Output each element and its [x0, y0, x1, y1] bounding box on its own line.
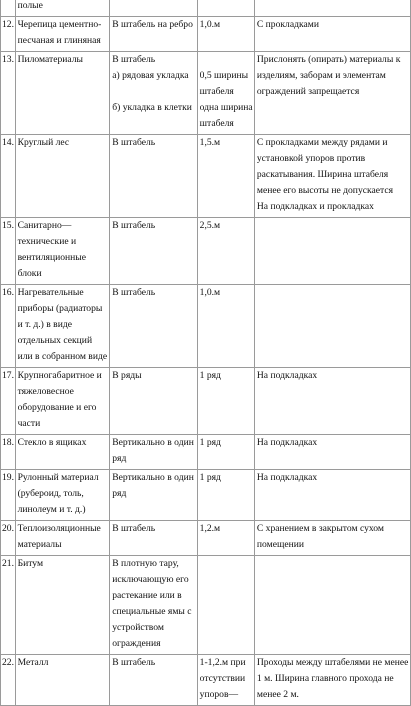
storage-method-cell: [110, 556, 197, 655]
material-name-text: Пиломатериалы: [17, 54, 83, 65]
storage-conditions-cell: [254, 556, 410, 655]
storage-method-cell: [110, 521, 197, 556]
storage-method-cell: [110, 470, 197, 521]
material-name-cell: [15, 17, 110, 52]
storage-method-cell: [110, 285, 197, 368]
material-name-cell: [15, 556, 110, 655]
storage-conditions-cell: [254, 655, 410, 706]
stack-height-cell: [197, 368, 254, 435]
stack-height-cell: [197, 52, 254, 135]
row-number-cell: [1, 52, 16, 135]
storage-method-text: В штабель: [112, 523, 156, 534]
material-name-text: Битум: [17, 558, 44, 569]
storage-conditions-cell: [254, 0, 410, 17]
storage-conditions-cell: [254, 135, 410, 218]
storage-method-cell: [110, 0, 197, 17]
storage-conditions-cell: [254, 285, 410, 368]
stack-height-cell: [197, 218, 254, 285]
storage-conditions-cell: [254, 470, 410, 521]
storage-method-text: В штабель: [112, 54, 156, 65]
material-name-cell: [15, 368, 110, 435]
storage-method-text: а) рядовая укладка: [112, 70, 189, 81]
row-number-text: 13.: [2, 54, 14, 65]
storage-conditions-cell: [254, 368, 410, 435]
row-number-text: 19.: [2, 472, 14, 483]
spacer: [200, 52, 253, 68]
storage-method-text: В ряды: [112, 370, 142, 381]
storage-conditions-text: На подкладках и прокладках: [256, 201, 374, 212]
storage-method-cell: [110, 17, 197, 52]
storage-conditions-text: Прислонять (опирать) материалы к изделиям, заборам и элементам ограждений запрещается: [256, 54, 401, 97]
storage-conditions-text: С хранением в закрытом сухом помещении: [256, 523, 384, 550]
table-row: [1, 52, 411, 135]
material-name-text: полые: [17, 0, 43, 11]
storage-method-cell: [110, 435, 197, 470]
row-number-cell: [1, 218, 16, 285]
stack-height-text: 1 ряд: [199, 370, 221, 381]
row-number-cell: [1, 17, 16, 52]
table-row: [1, 368, 411, 435]
storage-method-text: В штабель на ребро: [112, 19, 193, 30]
material-name-text: Теплоизоляционные материалы: [17, 523, 101, 550]
row-number-text: 22.: [2, 657, 14, 668]
stack-height-cell: [197, 0, 254, 17]
table-row: [1, 135, 411, 218]
stack-height-cell: [197, 655, 254, 706]
storage-conditions-text: На подкладках: [256, 472, 318, 483]
table-row: [1, 521, 411, 556]
storage-method-text: В штабель: [112, 287, 156, 298]
row-number-cell: [1, 556, 16, 655]
material-name-text: Крупногабаритное и тяжеловесное оборудование и его части: [17, 370, 102, 429]
storage-conditions-cell: [254, 435, 410, 470]
row-number-cell: [1, 435, 16, 470]
material-name-cell: [15, 135, 110, 218]
material-name-text: Санитарно—технические и вентиляционные блоки: [17, 220, 86, 279]
stack-height-text: 1,0.м: [199, 287, 221, 298]
storage-conditions-text: Проходы между штабелями не менее 1 м. Ширина главного прохода не менее 2 м.: [256, 657, 409, 700]
storage-method-cell: [110, 52, 197, 135]
stack-height-text: 1,5.м: [199, 137, 221, 148]
spacer: [112, 84, 195, 100]
material-name-text: Круглый лес: [17, 137, 70, 148]
material-name-text: Черепица цементно-песчаная и глиняная: [17, 19, 102, 46]
storage-conditions-cell: [254, 521, 410, 556]
material-name-text: Стекло в ящиках: [17, 437, 87, 448]
stack-height-cell: [197, 470, 254, 521]
row-number-cell: [1, 0, 16, 17]
row-number-cell: [1, 470, 16, 521]
material-name-cell: [15, 52, 110, 135]
storage-conditions-text: С прокладками между рядами и установкой упоров против раскатывания. Ширина штабеля менее его высоты не допускается: [256, 137, 394, 196]
stack-height-cell: [197, 435, 254, 470]
stack-height-text: одна ширина штабеля: [199, 102, 253, 129]
stack-height-cell: [197, 135, 254, 218]
row-number-cell: [1, 368, 16, 435]
storage-conditions-text: На подкладках: [256, 437, 318, 448]
row-number-cell: [1, 521, 16, 556]
stack-height-cell: [197, 521, 254, 556]
stack-height-text: 1-1,2.м при отсутствии упоров—: [199, 657, 246, 700]
table-row: [1, 218, 411, 285]
row-number-cell: [1, 285, 16, 368]
storage-method-cell: [110, 135, 197, 218]
storage-conditions-text: С прокладками: [256, 19, 319, 30]
row-number-text: 12.: [2, 19, 14, 30]
material-name-text: Рулонный материал (рубероид, толь, линолеум и т. д.): [17, 472, 99, 515]
material-name-cell: [15, 285, 110, 368]
row-number-text: 14.: [2, 137, 14, 148]
storage-conditions-cell: [254, 52, 410, 135]
storage-method-text: Вертикально в один ряд: [112, 437, 194, 464]
stack-height-text: 2,5.м: [199, 220, 221, 231]
stack-height-cell: [197, 556, 254, 655]
row-number-text: 15.: [2, 220, 14, 231]
table-row: [1, 285, 411, 368]
row-number-text: 18.: [2, 437, 14, 448]
table-row: [1, 435, 411, 470]
table-row: [1, 655, 411, 706]
table-row: [1, 0, 411, 17]
storage-conditions-cell: [254, 17, 410, 52]
material-name-cell: [15, 470, 110, 521]
storage-method-text: б) укладка в клетки: [112, 102, 192, 113]
storage-method-text: В штабель: [112, 657, 156, 668]
storage-conditions-cell: [254, 218, 410, 285]
storage-method-text: В плотную тару, исключающую его растекание или в специальные ямы с устройством ограждения: [112, 558, 192, 649]
storage-conditions-text: На подкладках: [256, 370, 318, 381]
stack-height-text: 1,0.м: [199, 19, 221, 30]
material-name-cell: [15, 0, 110, 17]
stack-height-text: 1 ряд: [199, 472, 221, 483]
stack-height-cell: [197, 17, 254, 52]
row-number-cell: [1, 655, 16, 706]
stack-height-cell: [197, 285, 254, 368]
material-name-cell: [15, 218, 110, 285]
row-number-text: 17.: [2, 370, 14, 381]
row-number-text: 20.: [2, 523, 14, 534]
storage-method-text: Вертикально в один ряд: [112, 472, 194, 499]
material-name-cell: [15, 655, 110, 706]
material-name-text: Нагревательные приборы (радиаторы и т. д.) в виде отдельных секций или в собранном виде: [17, 287, 108, 362]
storage-method-text: В штабель: [112, 220, 156, 231]
material-name-cell: [15, 521, 110, 556]
row-number-text: 16.: [2, 287, 14, 298]
material-name-cell: [15, 435, 110, 470]
stack-height-text: 0,5 ширины штабеля: [199, 70, 249, 97]
storage-method-cell: [110, 218, 197, 285]
storage-method-cell: [110, 368, 197, 435]
table-row: [1, 17, 411, 52]
storage-method-cell: [110, 655, 197, 706]
stack-height-text: 1 ряд: [199, 437, 221, 448]
table-row: [1, 470, 411, 521]
table-row: [1, 556, 411, 655]
table-body: [1, 0, 411, 706]
storage-method-text: В штабель: [112, 137, 156, 148]
material-name-text: Металл: [17, 657, 49, 668]
row-number-cell: [1, 135, 16, 218]
stack-height-text: 1,2.м: [199, 523, 221, 534]
row-number-text: 21.: [2, 558, 14, 569]
